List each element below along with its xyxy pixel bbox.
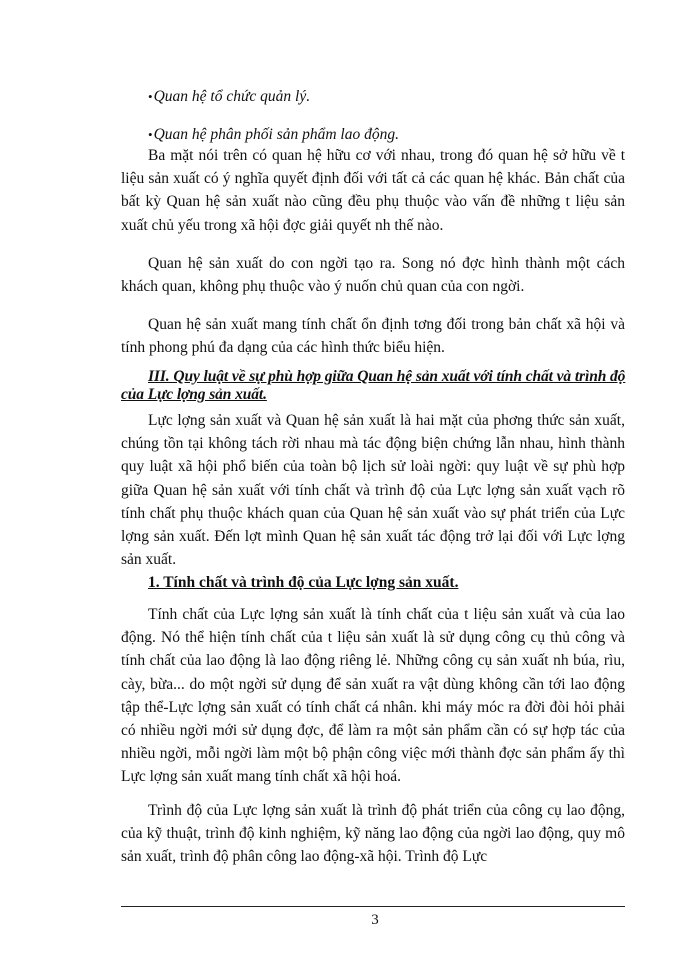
section-heading-iii: III. Quy luật về sự phù hợp giữa Quan hệ sản xuất với tính chất và trình độ của Lực lợng sản xuất.: [121, 368, 626, 403]
paragraph-stability: Quan hệ sản xuất mang tính chất ổn định tơng đối trong bản chất xã hội và tính phong phú đa dạng của các hình thức biểu hiện.: [121, 316, 625, 357]
bullet-dot-icon: •: [148, 89, 153, 104]
bullet-item-distribution: [148, 126, 399, 144]
page-number: 3: [371, 912, 379, 928]
bullet-item-management: [148, 88, 310, 106]
paragraph-ownership: Ba mặt nói trên có quan hệ hữu cơ với nhau, trong đó quan hệ sở hữu về t liệu sản xuất có ý nghĩa quyết định đối với tất cả các quan hệ khác. Bản chất của bất kỳ Quan hệ sản xuất nào cũng đều phụ thuộc vào vấn đề những t liệu sản xuất chủ yếu trong xã hội đợc giải quyết nh thế nào.: [121, 147, 625, 234]
bullet-text: Quan hệ phân phối sản phẩm lao động.: [153, 126, 399, 143]
bullet-text: Quan hệ tổ chức quản lý.: [153, 88, 311, 105]
subsection-heading-1: 1. Tính chất và trình độ của Lực lợng sản xuất.: [148, 574, 459, 591]
footer-divider: [121, 906, 625, 907]
bullet-dot-icon: •: [148, 127, 153, 142]
paragraph-nature-of-forces: Tính chất của Lực lợng sản xuất là tính chất của t liệu sản xuất và của lao động. Nó thể hiện tính chất của t liệu sản xuất là sử dụng công cụ thủ công và tính chất của lao động là lao động riêng lẻ. Những công cụ sản xuất nh búa, rìu, cày, bừa... do một ngời sử dụng để sản xuất ra vật dùng không cần tới lao động tập thể-Lực lợng sản xuất có tính chất cá nhân. khi máy móc ra đời đòi hỏi phải có nhiều ngời mới sử dụng đợc, để làm ra một sản phẩm cần có sự hợp tác của nhiều ngời, mỗi ngời làm một bộ phận công việc mới thành đợc sản phẩm ấy thì Lực lợng sản xuất mang tính chất xã hội hoá.: [121, 606, 625, 786]
paragraph-forces-relations: Lực lợng sản xuất và Quan hệ sản xuất là hai mặt của phơng thức sản xuất, chúng tồn tại không tách rời nhau mà tác động biện chứng lẫn nhau, hình thành quy luật xã hội phổ biến của toàn bộ lịch sử loài ngời: quy luật về sự phù hợp giữa Quan hệ sản xuất với tính chất và trình độ của Lực lợng sản xuất vạch rõ tính chất phụ thuộc khách quan của Quan hệ sản xuất vào sự phát triển của Lực lợng sản xuất. Đến lợt mình Quan hệ sản xuất tác động trở lại đối với Lực lợng sản xuất.: [121, 412, 625, 569]
paragraph-level-of-forces: Trình độ của Lực lợng sản xuất là trình độ phát triển của công cụ lao động, của kỹ thuật, trình độ kinh nghiệm, kỹ năng lao động của ngời lao động, quy mô sản xuất, trình độ phân công lao động-xã hội. Trình độ Lực: [121, 802, 625, 866]
paragraph-human-made: Quan hệ sản xuất do con ngời tạo ra. Song nó đợc hình thành một cách khách quan, không phụ thuộc vào ý nuốn chủ quan của con ngời.: [121, 255, 625, 296]
